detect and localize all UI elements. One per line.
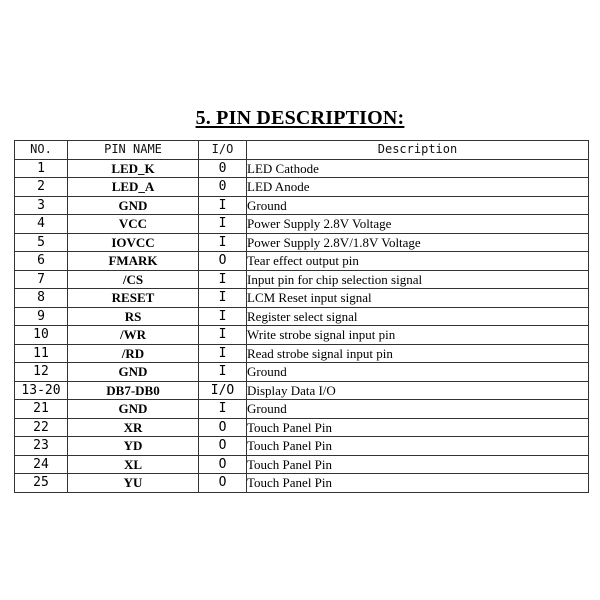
pin-name: VCC [68, 215, 199, 234]
pin-name: LED_K [68, 159, 199, 178]
table-row [15, 196, 589, 215]
column-header-pin-name: PIN NAME [68, 141, 199, 160]
pin-number: 4 [15, 215, 68, 234]
table-row [15, 215, 589, 234]
pin-io: O [199, 455, 247, 474]
pin-description: Ground [247, 400, 589, 419]
pin-number: 22 [15, 418, 68, 437]
pin-io: I [199, 400, 247, 419]
pin-name: RESET [68, 289, 199, 308]
pin-name: GND [68, 363, 199, 382]
pin-name: GND [68, 196, 199, 215]
pin-description: LCM Reset input signal [247, 289, 589, 308]
pin-io: O [199, 437, 247, 456]
pin-io: I [199, 326, 247, 345]
column-header-description: Description [247, 141, 589, 160]
pin-description-table [14, 140, 589, 493]
pin-number: 6 [15, 252, 68, 271]
pin-io: I [199, 344, 247, 363]
pin-io: O [199, 252, 247, 271]
pin-number: 5 [15, 233, 68, 252]
table-row [15, 252, 589, 271]
pin-io: I [199, 215, 247, 234]
table-row [15, 178, 589, 197]
pin-name: XR [68, 418, 199, 437]
pin-name: DB7-DB0 [68, 381, 199, 400]
table-row [15, 270, 589, 289]
pin-description: Power Supply 2.8V Voltage [247, 215, 589, 234]
pin-description: LED Cathode [247, 159, 589, 178]
table-row [15, 474, 589, 493]
pin-description: Touch Panel Pin [247, 437, 589, 456]
pin-description: LED Anode [247, 178, 589, 197]
pin-io: I [199, 307, 247, 326]
pin-io: I [199, 363, 247, 382]
pin-name: /CS [68, 270, 199, 289]
pin-io: 0 [199, 178, 247, 197]
pin-description: Input pin for chip selection signal [247, 270, 589, 289]
pin-io: I [199, 289, 247, 308]
pin-number: 12 [15, 363, 68, 382]
pin-number: 1 [15, 159, 68, 178]
pin-name: FMARK [68, 252, 199, 271]
pin-name: RS [68, 307, 199, 326]
pin-io: I [199, 233, 247, 252]
pin-description: Touch Panel Pin [247, 474, 589, 493]
pin-description: Tear effect output pin [247, 252, 589, 271]
pin-description: Ground [247, 196, 589, 215]
pin-io: I [199, 196, 247, 215]
pin-number: 3 [15, 196, 68, 215]
table-row [15, 455, 589, 474]
table-row [15, 233, 589, 252]
pin-number: 11 [15, 344, 68, 363]
pin-io: O [199, 474, 247, 493]
pin-name: GND [68, 400, 199, 419]
pin-description: Write strobe signal input pin [247, 326, 589, 345]
pin-description: Touch Panel Pin [247, 455, 589, 474]
pin-number: 25 [15, 474, 68, 493]
table-row [15, 159, 589, 178]
table-row [15, 289, 589, 308]
pin-name: XL [68, 455, 199, 474]
pin-number: 13-20 [15, 381, 68, 400]
pin-number: 21 [15, 400, 68, 419]
column-header-io: I/O [199, 141, 247, 160]
pin-description: Ground [247, 363, 589, 382]
pin-number: 8 [15, 289, 68, 308]
column-header-no: NO. [15, 141, 68, 160]
table-row [15, 381, 589, 400]
pin-description: Read strobe signal input pin [247, 344, 589, 363]
pin-number: 10 [15, 326, 68, 345]
pin-number: 24 [15, 455, 68, 474]
pin-io: I [199, 270, 247, 289]
pin-name: /WR [68, 326, 199, 345]
pin-number: 2 [15, 178, 68, 197]
table-row [15, 363, 589, 382]
pin-description: Display Data I/O [247, 381, 589, 400]
table-row [15, 344, 589, 363]
pin-number: 9 [15, 307, 68, 326]
pin-description: Touch Panel Pin [247, 418, 589, 437]
table-row [15, 437, 589, 456]
table-row [15, 400, 589, 419]
pin-io: I/O [199, 381, 247, 400]
pin-name: /RD [68, 344, 199, 363]
pin-io: 0 [199, 159, 247, 178]
pin-name: YU [68, 474, 199, 493]
table-row [15, 307, 589, 326]
table-header-row [15, 141, 589, 160]
pin-name: YD [68, 437, 199, 456]
pin-name: LED_A [68, 178, 199, 197]
pin-description: Register select signal [247, 307, 589, 326]
pin-io: O [199, 418, 247, 437]
table-row [15, 326, 589, 345]
pin-number: 7 [15, 270, 68, 289]
pin-name: IOVCC [68, 233, 199, 252]
table-row [15, 418, 589, 437]
pin-number: 23 [15, 437, 68, 456]
page-title: 5. PIN DESCRIPTION: [195, 107, 405, 129]
pin-description: Power Supply 2.8V/1.8V Voltage [247, 233, 589, 252]
